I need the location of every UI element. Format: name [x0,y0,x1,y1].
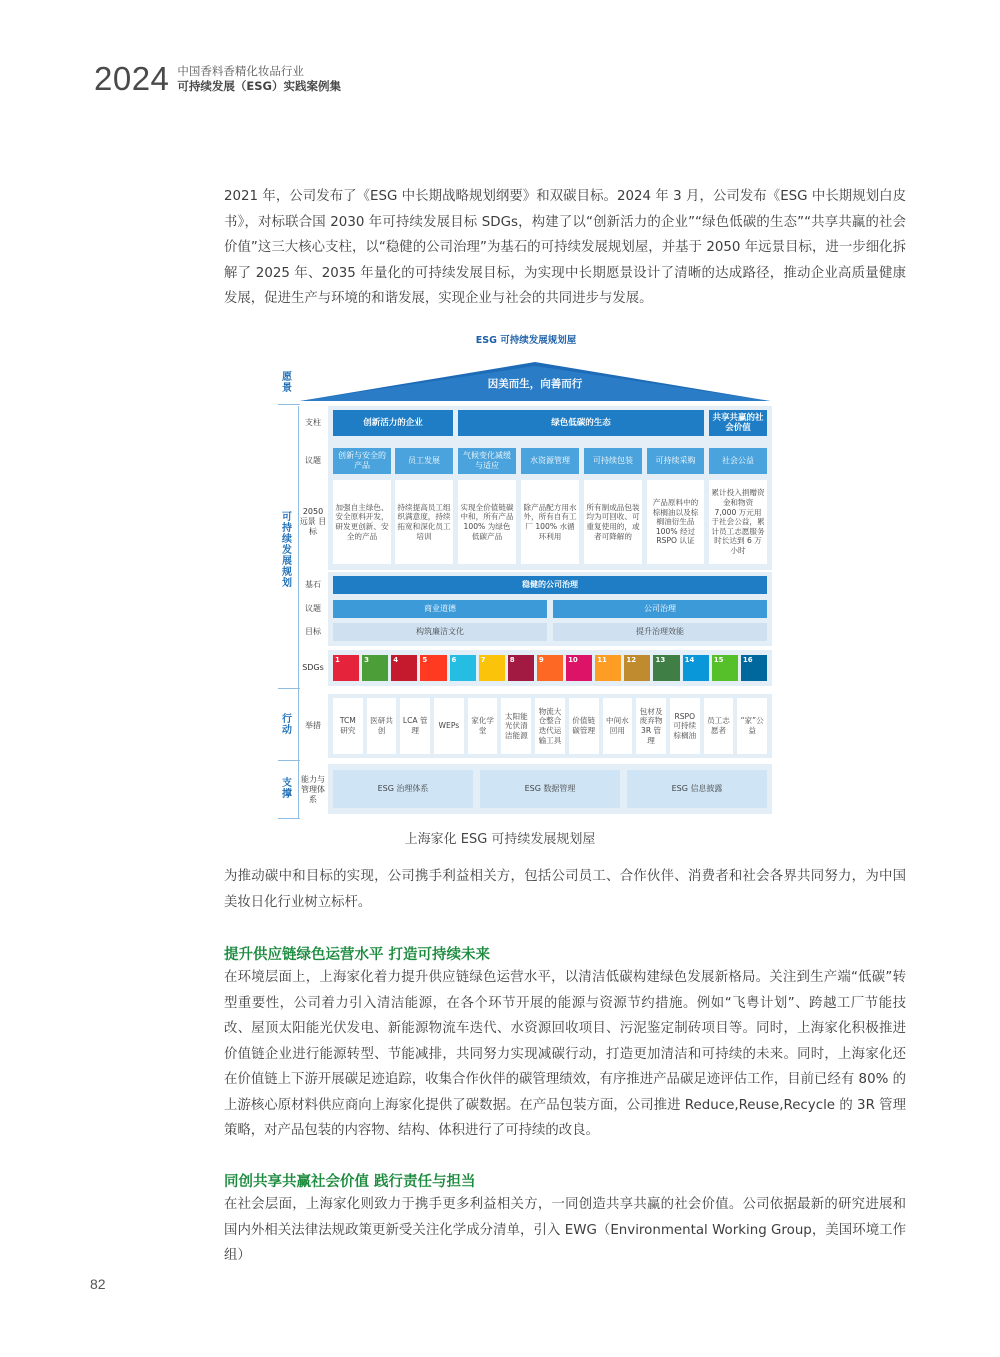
goal-item: 除产品配方用水外，所有自有工厂 100% 水循环利用 [521,480,579,564]
sdg-goal-5-icon: 5 [420,655,446,681]
row-label-topic: 议题 [305,456,321,465]
row-label-goal2050: 2050 远景 目标 [299,507,327,536]
goal-item: 累计投入捐赠资金和物资 7,000 万元用于社会公益，累计员工志愿服务时长达到 6 万小时 [709,480,767,564]
section-2-title: 同创共享共赢社会价值 践行责任与担当 [224,1174,476,1190]
pillar-green: 绿色低碳的生态 [458,410,704,436]
sdg-goal-10-icon: 10 [566,655,592,681]
divider-line [278,404,300,405]
foundation-bar: 稳健的公司治理 [333,576,767,594]
side-label-support: 支撑 [282,778,292,800]
page-number: 82 [90,1276,106,1292]
action-item: WEPs [434,698,464,754]
row-label-target: 目标 [305,627,321,636]
paragraph-2: 为推动碳中和目标的实现，公司携手利益相关方，包括公司员工、合作伙伴、消费者和社会各界共同努力，为中国美妆日化行业树立标杆。 [224,869,906,910]
section-1-title: 提升供应链绿色运营水平 打造可持续未来 [224,947,491,963]
sdg-goal-1-icon: 1 [333,655,359,681]
gov-target-integrity: 构筑廉洁文化 [333,623,547,641]
report-title [177,64,341,94]
goal-item: 产品原料中的棕榈油以及棕榈油衍生品 100% 经过 RSPO 认证 [647,480,704,564]
support-item: ESG 数据管理 [480,770,620,808]
esg-planning-house-diagram [278,330,774,820]
sdg-goal-12-icon: 12 [624,655,650,681]
action-item: 太阳能光伏清洁能源 [501,698,531,754]
report-header [94,60,341,98]
goal-item: 持续提高员工组织满意度，持续拓宽和深化员工培训 [395,480,453,564]
divider-line [278,688,300,689]
action-item: 家化学堂 [468,698,498,754]
topic-item: 水资源管理 [521,448,579,474]
action-item: 中间水回用 [603,698,633,754]
sdg-goal-3-icon: 3 [362,655,388,681]
section-1-body: 在环境层面上，上海家化着力提升供应链绿色运营水平，以清洁低碳构建绿色发展新格局。关注到生产端“低碳”转型重要性，公司着力引入清洁能源，在各个环节开展的能源与资源节约措施。例如“飞粤计划”、跨越工厂节能技改、屋顶太阳能光伏发电、新能源物流车迭代、水资源回收项目、污泥鉴定制砖项目等。同时，上海家化积极推进价值链企业进行能源转型、节能减排，共同努力实现减碳行动，打造更加清洁和可持续的未来。同时，上海家化还在价值链上下游开展碳足迹追踪，收集合作伙伴的碳管理绩效，有序推进产品碳足迹评估工作，目前已经有 80% 的上游核心原材料供应商向上海家化提供了碳数据。在产品包装方面，公司推进 Reduce,Reuse,Recycle 的 3R 管理策略，对产品包装的内容物、结构、体积进行了可持续的改良。 [224,970,906,1138]
topic-item: 员工发展 [395,448,453,474]
divider-line [278,818,300,819]
sdg-goal-9-icon: 9 [537,655,563,681]
goal-item: 实现全价值链碳中和，所有产品 100% 为绿色低碳产品 [458,480,516,564]
action-item: 员工志愿者 [704,698,734,754]
sdg-goal-15-icon: 15 [712,655,738,681]
row-label-capability: 能力与管理体系 [301,775,325,804]
sdg-goal-14-icon: 14 [683,655,709,681]
sdg-icons-row [333,655,767,681]
sdg-goal-8-icon: 8 [508,655,534,681]
report-title-line1: 中国香料香精化妆品行业 [177,64,304,78]
topic-item: 创新与安全的产品 [333,448,391,474]
action-item: 物流大仓整合迭代运输工具 [535,698,565,754]
divider-line [278,760,300,761]
gov-topic-governance: 公司治理 [553,600,767,618]
action-item: 包材及废弃物 3R 管理 [636,698,666,754]
gov-target-efficiency: 提升治理效能 [553,623,767,641]
action-item: 医研共创 [367,698,397,754]
sdg-goal-6-icon: 6 [450,655,476,681]
side-label-plan: 可持续发展规划 [282,512,292,589]
row-label-measure: 举措 [305,721,321,730]
action-item: “家”公益 [737,698,767,754]
gov-topic-ethics: 商业道德 [333,600,547,618]
diagram-title: ESG 可持续发展规划屋 [475,335,577,346]
side-label-action: 行动 [282,714,292,736]
action-item: TCM 研究 [333,698,363,754]
action-row [333,698,767,754]
report-title-line2: 可持续发展（ESG）实践案例集 [177,79,341,93]
side-label-vision: 愿景 [282,372,292,394]
pillar-innovation: 创新活力的企业 [333,410,453,436]
goal-item: 加强自主绿色、安全原料开发，研发更创新、安全的产品 [333,480,391,564]
sdg-goal-16-icon: 16 [741,655,767,681]
sdg-goal-4-icon: 4 [391,655,417,681]
pillar-social: 共享共赢的社会价值 [709,410,767,436]
row-label-topic2: 议题 [305,604,321,613]
section-2-body: 在社会层面，上海家化则致力于携手更多利益相关方，一同创造共享共赢的社会价值。公司依据最新的研究进展和国内外相关法律法规政策更新受关注化学成分清单，引入 EWG（Environmental Working Group，美国环境工作组） [224,1197,906,1263]
sdg-goal-13-icon: 13 [653,655,679,681]
row-label-sdgs: SDGs [302,663,324,672]
action-item: 价值链碳管理 [569,698,599,754]
support-item: ESG 信息披露 [627,770,767,808]
goal-item: 所有制成品包装均为可回收、可重复使用的，或者可降解的 [584,480,642,564]
intro-paragraph: 2021 年，公司发布了《ESG 中长期战略规划纲要》和双碳目标。2024 年 3 月，公司发布《ESG 中长期规划白皮书》，对标联合国 2030 年可持续发展目标 SDGs，构建了以“创新活力的企业”“绿色低碳的生态”“共享共赢的社会价值”这三大核心支柱，以“稳健的公司治理”为基石的可持续发展规划屋，并基于 2050 年远景目标，进一步细化拆解了 2025 年、2035 年量化的可持续发展目标，为实现中长期愿景设计了清晰的达成路径，推动企业高质量健康发展，促进生产与环境的和谐发展，实现企业与社会的共同进步与发展。 [224,189,906,306]
topic-item: 可持续采购 [647,448,704,474]
topic-item: 社会公益 [709,448,767,474]
row-label-pillar: 支柱 [305,418,321,427]
report-year: 2024 [94,60,170,97]
support-item: ESG 治理体系 [333,770,473,808]
topic-item: 可持续包装 [584,448,642,474]
diagram-caption: 上海家化 ESG 可持续发展规划屋 [404,832,596,847]
sdg-goal-11-icon: 11 [595,655,621,681]
action-item: LCA 管理 [400,698,430,754]
vision-text: 因美而生，向善而行 [487,378,583,390]
action-item: RSPO 可持续棕榈油 [670,698,700,754]
topic-item: 气候变化减缓与适应 [458,448,516,474]
sdg-goal-7-icon: 7 [479,655,505,681]
row-label-foundation: 基石 [305,580,321,589]
